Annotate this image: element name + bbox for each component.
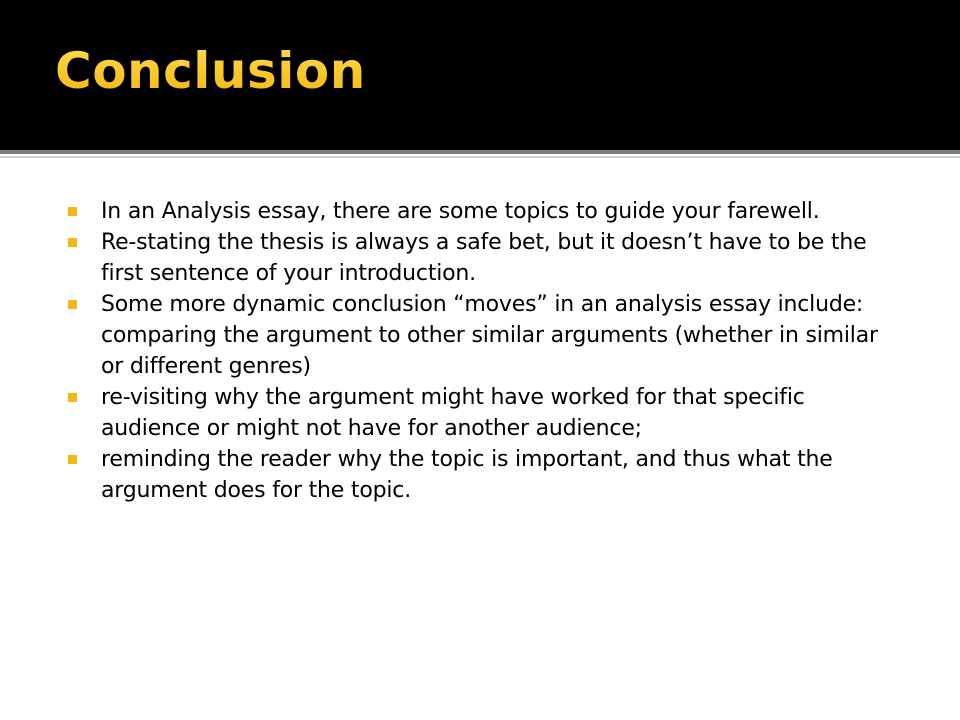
square-bullet-icon: [68, 455, 77, 464]
bullet-text: Some more dynamic conclusion “moves” in an analysis essay include: comparing the argument to other similar arguments (whether in similar or different genres): [101, 292, 878, 379]
title-bar: [0, 0, 960, 150]
bullet-item: [68, 196, 898, 227]
bullet-text: re-visiting why the argument might have worked for that specific audience or might not have for another audience;: [101, 385, 805, 441]
header-divider: [0, 150, 960, 154]
square-bullet-icon: [68, 238, 77, 247]
square-bullet-icon: [68, 393, 77, 402]
slide-title: Conclusion: [55, 42, 366, 100]
bullet-item: [68, 289, 898, 382]
bullet-text: reminding the reader why the topic is important, and thus what the argument does for the topic.: [101, 447, 833, 503]
bullet-item: [68, 382, 898, 444]
bullet-text: Re-stating the thesis is always a safe bet, but it doesn’t have to be the first sentence of your introduction.: [101, 230, 867, 286]
bullet-list: [68, 196, 898, 506]
square-bullet-icon: [68, 300, 77, 309]
square-bullet-icon: [68, 207, 77, 216]
bullet-item: [68, 227, 898, 289]
header-divider-light: [0, 156, 960, 158]
bullet-item: [68, 444, 898, 506]
bullet-text: In an Analysis essay, there are some topics to guide your farewell.: [101, 199, 820, 224]
